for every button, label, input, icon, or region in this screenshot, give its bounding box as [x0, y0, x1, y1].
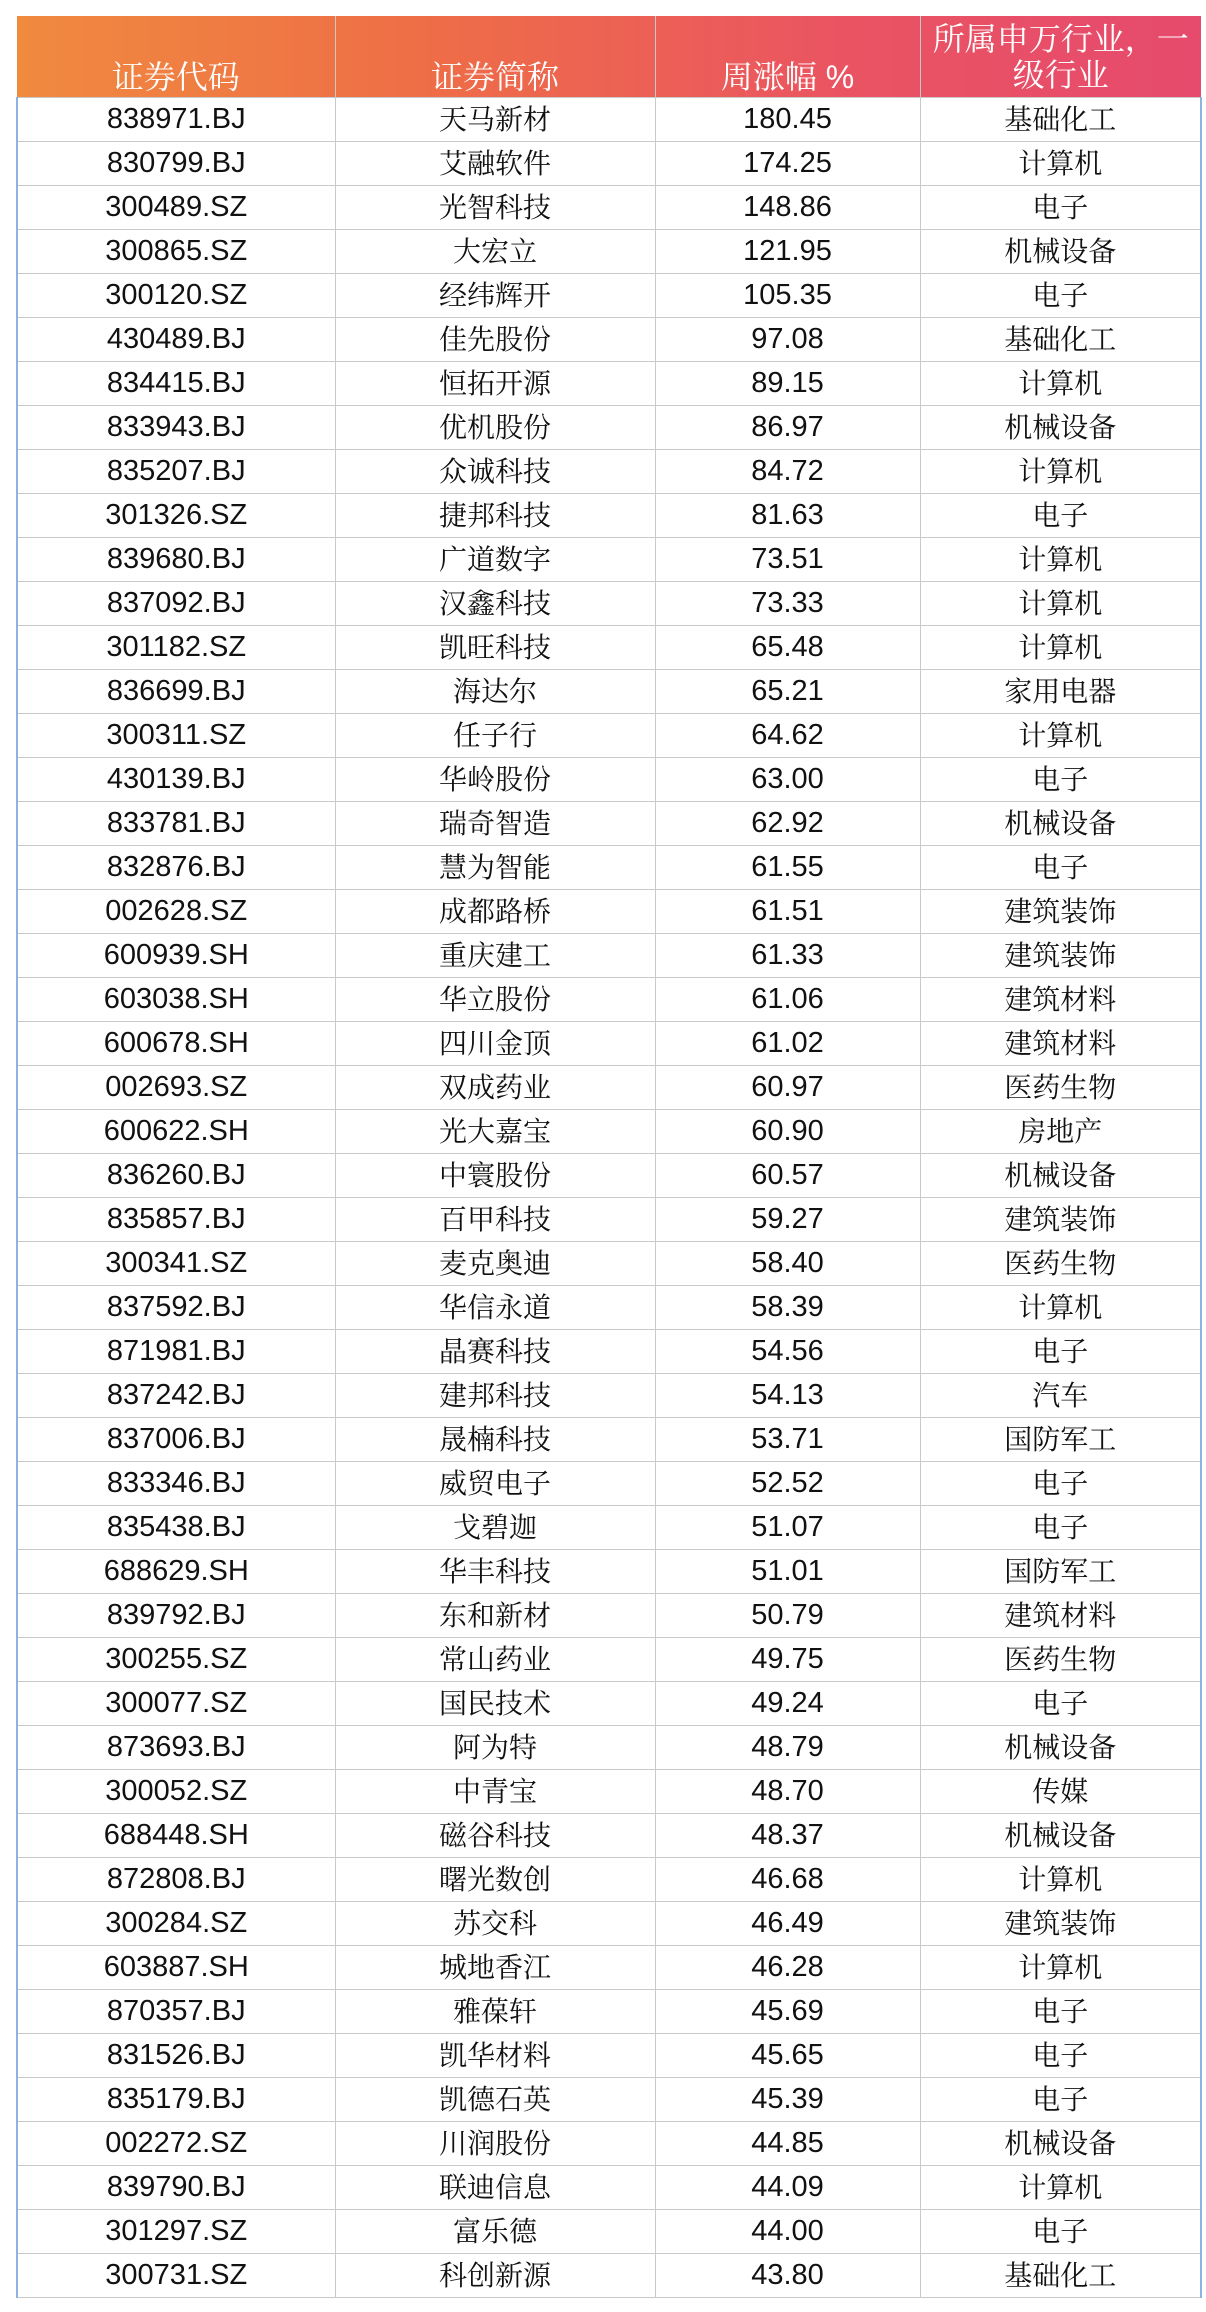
cell-security-code: 301297.SZ	[17, 2210, 335, 2254]
cell-industry: 机械设备	[920, 1154, 1201, 1198]
cell-security-name: 建邦科技	[335, 1374, 655, 1418]
cell-weekly-gain: 44.85	[655, 2122, 920, 2166]
table-row	[17, 1726, 1201, 1770]
cell-security-name: 威贸电子	[335, 1462, 655, 1506]
cell-industry: 医药生物	[920, 1242, 1201, 1286]
table-row	[17, 1946, 1201, 1990]
table-row	[17, 1682, 1201, 1726]
cell-security-name: 天马新材	[335, 98, 655, 142]
cell-security-code: 831526.BJ	[17, 2034, 335, 2078]
cell-weekly-gain: 73.51	[655, 538, 920, 582]
cell-industry: 机械设备	[920, 802, 1201, 846]
cell-security-code: 688448.SH	[17, 1814, 335, 1858]
cell-industry: 传媒	[920, 1770, 1201, 1814]
cell-weekly-gain: 48.70	[655, 1770, 920, 1814]
table-row	[17, 1462, 1201, 1506]
table-row	[17, 1198, 1201, 1242]
table-row	[17, 1902, 1201, 1946]
cell-weekly-gain: 45.65	[655, 2034, 920, 2078]
cell-weekly-gain: 61.06	[655, 978, 920, 1022]
cell-weekly-gain: 43.80	[655, 2254, 920, 2298]
header-security-name: 证券简称	[335, 16, 655, 98]
cell-industry: 电子	[920, 758, 1201, 802]
table-row	[17, 2122, 1201, 2166]
cell-security-name: 慧为智能	[335, 846, 655, 890]
cell-industry: 电子	[920, 494, 1201, 538]
cell-weekly-gain: 61.51	[655, 890, 920, 934]
table-row	[17, 1594, 1201, 1638]
table-row	[17, 1374, 1201, 1418]
cell-security-code: 430489.BJ	[17, 318, 335, 362]
table-row	[17, 802, 1201, 846]
table-body	[17, 98, 1201, 2298]
cell-weekly-gain: 89.15	[655, 362, 920, 406]
cell-weekly-gain: 49.75	[655, 1638, 920, 1682]
cell-weekly-gain: 53.71	[655, 1418, 920, 1462]
cell-industry: 基础化工	[920, 98, 1201, 142]
cell-industry: 建筑装饰	[920, 1902, 1201, 1946]
cell-weekly-gain: 44.09	[655, 2166, 920, 2210]
table-row	[17, 98, 1201, 142]
cell-security-code: 300255.SZ	[17, 1638, 335, 1682]
cell-industry: 医药生物	[920, 1066, 1201, 1110]
cell-security-name: 华信永道	[335, 1286, 655, 1330]
table-row	[17, 406, 1201, 450]
table-row	[17, 2166, 1201, 2210]
table-row	[17, 1242, 1201, 1286]
cell-weekly-gain: 105.35	[655, 274, 920, 318]
cell-security-code: 301182.SZ	[17, 626, 335, 670]
cell-security-name: 苏交科	[335, 1902, 655, 1946]
cell-weekly-gain: 48.79	[655, 1726, 920, 1770]
cell-security-code: 300077.SZ	[17, 1682, 335, 1726]
cell-security-name: 成都路桥	[335, 890, 655, 934]
table-row	[17, 934, 1201, 978]
table-row	[17, 1066, 1201, 1110]
cell-security-code: 830799.BJ	[17, 142, 335, 186]
cell-security-name: 晶赛科技	[335, 1330, 655, 1374]
cell-industry: 家用电器	[920, 670, 1201, 714]
cell-security-name: 重庆建工	[335, 934, 655, 978]
cell-security-code: 300284.SZ	[17, 1902, 335, 1946]
table-row	[17, 846, 1201, 890]
cell-industry: 电子	[920, 1330, 1201, 1374]
cell-security-name: 经纬辉开	[335, 274, 655, 318]
table-row	[17, 1990, 1201, 2034]
cell-security-code: 871981.BJ	[17, 1330, 335, 1374]
cell-security-name: 国民技术	[335, 1682, 655, 1726]
cell-security-code: 835857.BJ	[17, 1198, 335, 1242]
cell-industry: 机械设备	[920, 1814, 1201, 1858]
cell-industry: 计算机	[920, 582, 1201, 626]
cell-weekly-gain: 44.00	[655, 2210, 920, 2254]
table-row	[17, 758, 1201, 802]
table-row	[17, 1550, 1201, 1594]
cell-security-name: 四川金顶	[335, 1022, 655, 1066]
header-row	[17, 16, 1201, 98]
cell-security-code: 301326.SZ	[17, 494, 335, 538]
cell-security-name: 凯旺科技	[335, 626, 655, 670]
cell-industry: 计算机	[920, 362, 1201, 406]
cell-security-name: 广道数字	[335, 538, 655, 582]
cell-industry: 计算机	[920, 1286, 1201, 1330]
cell-security-name: 麦克奥迪	[335, 1242, 655, 1286]
cell-security-name: 捷邦科技	[335, 494, 655, 538]
cell-industry: 建筑材料	[920, 1022, 1201, 1066]
cell-weekly-gain: 64.62	[655, 714, 920, 758]
cell-weekly-gain: 121.95	[655, 230, 920, 274]
cell-security-name: 科创新源	[335, 2254, 655, 2298]
cell-security-code: 430139.BJ	[17, 758, 335, 802]
cell-industry: 计算机	[920, 714, 1201, 758]
cell-weekly-gain: 49.24	[655, 1682, 920, 1726]
cell-weekly-gain: 86.97	[655, 406, 920, 450]
cell-weekly-gain: 48.37	[655, 1814, 920, 1858]
cell-security-code: 300865.SZ	[17, 230, 335, 274]
cell-security-code: 300341.SZ	[17, 1242, 335, 1286]
cell-security-name: 晟楠科技	[335, 1418, 655, 1462]
cell-security-name: 光大嘉宝	[335, 1110, 655, 1154]
cell-security-code: 837006.BJ	[17, 1418, 335, 1462]
table-row	[17, 1154, 1201, 1198]
cell-industry: 房地产	[920, 1110, 1201, 1154]
cell-weekly-gain: 51.07	[655, 1506, 920, 1550]
table-row	[17, 362, 1201, 406]
cell-security-name: 戈碧迦	[335, 1506, 655, 1550]
cell-security-code: 837592.BJ	[17, 1286, 335, 1330]
cell-security-code: 603038.SH	[17, 978, 335, 1022]
cell-industry: 建筑装饰	[920, 934, 1201, 978]
cell-security-name: 联迪信息	[335, 2166, 655, 2210]
cell-industry: 机械设备	[920, 1726, 1201, 1770]
table-row	[17, 1286, 1201, 1330]
cell-industry: 计算机	[920, 2166, 1201, 2210]
cell-industry: 电子	[920, 186, 1201, 230]
cell-industry: 计算机	[920, 450, 1201, 494]
cell-security-code: 836699.BJ	[17, 670, 335, 714]
cell-industry: 电子	[920, 1682, 1201, 1726]
cell-security-code: 600678.SH	[17, 1022, 335, 1066]
cell-industry: 电子	[920, 274, 1201, 318]
cell-industry: 机械设备	[920, 2122, 1201, 2166]
cell-security-name: 城地香江	[335, 1946, 655, 1990]
cell-security-name: 任子行	[335, 714, 655, 758]
cell-security-code: 838971.BJ	[17, 98, 335, 142]
table-row	[17, 2210, 1201, 2254]
cell-security-name: 优机股份	[335, 406, 655, 450]
cell-industry: 计算机	[920, 538, 1201, 582]
cell-security-code: 873693.BJ	[17, 1726, 335, 1770]
cell-security-code: 837242.BJ	[17, 1374, 335, 1418]
cell-security-code: 300489.SZ	[17, 186, 335, 230]
table-row	[17, 230, 1201, 274]
cell-weekly-gain: 73.33	[655, 582, 920, 626]
cell-security-name: 雅葆轩	[335, 1990, 655, 2034]
cell-weekly-gain: 97.08	[655, 318, 920, 362]
cell-security-code: 002693.SZ	[17, 1066, 335, 1110]
cell-weekly-gain: 52.52	[655, 1462, 920, 1506]
cell-weekly-gain: 180.45	[655, 98, 920, 142]
cell-industry: 电子	[920, 1506, 1201, 1550]
cell-weekly-gain: 84.72	[655, 450, 920, 494]
cell-security-code: 833781.BJ	[17, 802, 335, 846]
cell-security-code: 600939.SH	[17, 934, 335, 978]
table-row	[17, 450, 1201, 494]
table-row	[17, 1022, 1201, 1066]
table-row	[17, 1330, 1201, 1374]
table-row	[17, 142, 1201, 186]
cell-security-code: 300052.SZ	[17, 1770, 335, 1814]
table-row	[17, 1110, 1201, 1154]
cell-industry: 医药生物	[920, 1638, 1201, 1682]
cell-security-code: 603887.SH	[17, 1946, 335, 1990]
table-row	[17, 538, 1201, 582]
cell-security-code: 835179.BJ	[17, 2078, 335, 2122]
table-row	[17, 2078, 1201, 2122]
cell-weekly-gain: 61.33	[655, 934, 920, 978]
cell-industry: 机械设备	[920, 230, 1201, 274]
cell-industry: 机械设备	[920, 406, 1201, 450]
cell-weekly-gain: 60.90	[655, 1110, 920, 1154]
cell-security-code: 834415.BJ	[17, 362, 335, 406]
cell-weekly-gain: 148.86	[655, 186, 920, 230]
cell-security-name: 阿为特	[335, 1726, 655, 1770]
cell-weekly-gain: 61.55	[655, 846, 920, 890]
cell-industry: 建筑装饰	[920, 1198, 1201, 1242]
cell-industry: 计算机	[920, 626, 1201, 670]
cell-weekly-gain: 46.28	[655, 1946, 920, 1990]
cell-security-code: 839790.BJ	[17, 2166, 335, 2210]
cell-industry: 计算机	[920, 1946, 1201, 1990]
table-row	[17, 582, 1201, 626]
cell-security-code: 837092.BJ	[17, 582, 335, 626]
cell-industry: 汽车	[920, 1374, 1201, 1418]
cell-security-name: 百甲科技	[335, 1198, 655, 1242]
cell-weekly-gain: 60.97	[655, 1066, 920, 1110]
cell-security-name: 华岭股份	[335, 758, 655, 802]
cell-weekly-gain: 62.92	[655, 802, 920, 846]
table-row	[17, 714, 1201, 758]
cell-industry: 建筑装饰	[920, 890, 1201, 934]
cell-weekly-gain: 81.63	[655, 494, 920, 538]
table-row	[17, 318, 1201, 362]
table-row	[17, 626, 1201, 670]
cell-weekly-gain: 45.39	[655, 2078, 920, 2122]
cell-weekly-gain: 54.56	[655, 1330, 920, 1374]
cell-weekly-gain: 174.25	[655, 142, 920, 186]
header-weekly-gain: 周涨幅 %	[655, 16, 920, 98]
cell-industry: 电子	[920, 1462, 1201, 1506]
cell-weekly-gain: 51.01	[655, 1550, 920, 1594]
table-row	[17, 1770, 1201, 1814]
cell-security-name: 汉鑫科技	[335, 582, 655, 626]
cell-industry: 电子	[920, 846, 1201, 890]
cell-weekly-gain: 58.40	[655, 1242, 920, 1286]
cell-security-name: 华丰科技	[335, 1550, 655, 1594]
cell-industry: 基础化工	[920, 318, 1201, 362]
cell-weekly-gain: 61.02	[655, 1022, 920, 1066]
cell-security-name: 大宏立	[335, 230, 655, 274]
cell-security-code: 832876.BJ	[17, 846, 335, 890]
cell-weekly-gain: 60.57	[655, 1154, 920, 1198]
cell-security-code: 835207.BJ	[17, 450, 335, 494]
cell-security-code: 300731.SZ	[17, 2254, 335, 2298]
table-row	[17, 1506, 1201, 1550]
table-row	[17, 2034, 1201, 2078]
cell-security-name: 常山药业	[335, 1638, 655, 1682]
cell-weekly-gain: 46.68	[655, 1858, 920, 1902]
cell-security-name: 艾融软件	[335, 142, 655, 186]
cell-security-name: 凯德石英	[335, 2078, 655, 2122]
cell-security-name: 富乐德	[335, 2210, 655, 2254]
cell-security-name: 海达尔	[335, 670, 655, 714]
cell-industry: 建筑材料	[920, 1594, 1201, 1638]
cell-industry: 电子	[920, 2078, 1201, 2122]
table-row	[17, 1418, 1201, 1462]
table-row	[17, 1814, 1201, 1858]
cell-industry: 基础化工	[920, 2254, 1201, 2298]
cell-security-code: 839792.BJ	[17, 1594, 335, 1638]
cell-security-code: 839680.BJ	[17, 538, 335, 582]
cell-security-name: 恒拓开源	[335, 362, 655, 406]
cell-industry: 国防军工	[920, 1550, 1201, 1594]
cell-security-name: 川润股份	[335, 2122, 655, 2166]
cell-security-name: 双成药业	[335, 1066, 655, 1110]
cell-security-name: 瑞奇智造	[335, 802, 655, 846]
cell-industry: 电子	[920, 2034, 1201, 2078]
cell-security-code: 002628.SZ	[17, 890, 335, 934]
cell-security-code: 300311.SZ	[17, 714, 335, 758]
cell-security-code: 836260.BJ	[17, 1154, 335, 1198]
cell-security-code: 835438.BJ	[17, 1506, 335, 1550]
cell-industry: 国防军工	[920, 1418, 1201, 1462]
cell-weekly-gain: 58.39	[655, 1286, 920, 1330]
cell-security-name: 凯华材料	[335, 2034, 655, 2078]
cell-security-code: 002272.SZ	[17, 2122, 335, 2166]
cell-security-name: 中寰股份	[335, 1154, 655, 1198]
cell-weekly-gain: 65.48	[655, 626, 920, 670]
cell-security-name: 众诚科技	[335, 450, 655, 494]
table-row	[17, 890, 1201, 934]
cell-security-code: 872808.BJ	[17, 1858, 335, 1902]
table-row	[17, 1638, 1201, 1682]
cell-weekly-gain: 45.69	[655, 1990, 920, 2034]
cell-security-code: 688629.SH	[17, 1550, 335, 1594]
cell-security-code: 300120.SZ	[17, 274, 335, 318]
table-row	[17, 274, 1201, 318]
table-row	[17, 1858, 1201, 1902]
header-industry: 所属申万行业，一级行业	[932, 20, 1189, 93]
cell-weekly-gain: 46.49	[655, 1902, 920, 1946]
cell-weekly-gain: 59.27	[655, 1198, 920, 1242]
cell-weekly-gain: 50.79	[655, 1594, 920, 1638]
cell-security-code: 870357.BJ	[17, 1990, 335, 2034]
table-row	[17, 186, 1201, 230]
cell-security-code: 833346.BJ	[17, 1462, 335, 1506]
cell-industry: 电子	[920, 2210, 1201, 2254]
cell-weekly-gain: 65.21	[655, 670, 920, 714]
table-row	[17, 2254, 1201, 2298]
table-row	[17, 494, 1201, 538]
table-row	[17, 978, 1201, 1022]
header-security-code: 证券代码	[17, 16, 335, 98]
cell-security-name: 佳先股份	[335, 318, 655, 362]
cell-security-code: 833943.BJ	[17, 406, 335, 450]
cell-weekly-gain: 63.00	[655, 758, 920, 802]
cell-security-name: 东和新材	[335, 1594, 655, 1638]
cell-security-code: 600622.SH	[17, 1110, 335, 1154]
cell-weekly-gain: 54.13	[655, 1374, 920, 1418]
table-row	[17, 670, 1201, 714]
cell-industry: 计算机	[920, 1858, 1201, 1902]
cell-security-name: 曙光数创	[335, 1858, 655, 1902]
cell-industry: 计算机	[920, 142, 1201, 186]
cell-industry: 电子	[920, 1990, 1201, 2034]
cell-security-name: 华立股份	[335, 978, 655, 1022]
table-header	[17, 16, 1201, 98]
cell-security-name: 中青宝	[335, 1770, 655, 1814]
cell-industry: 建筑材料	[920, 978, 1201, 1022]
stock-weekly-gain-table	[16, 16, 1202, 2298]
cell-security-name: 磁谷科技	[335, 1814, 655, 1858]
cell-security-name: 光智科技	[335, 186, 655, 230]
